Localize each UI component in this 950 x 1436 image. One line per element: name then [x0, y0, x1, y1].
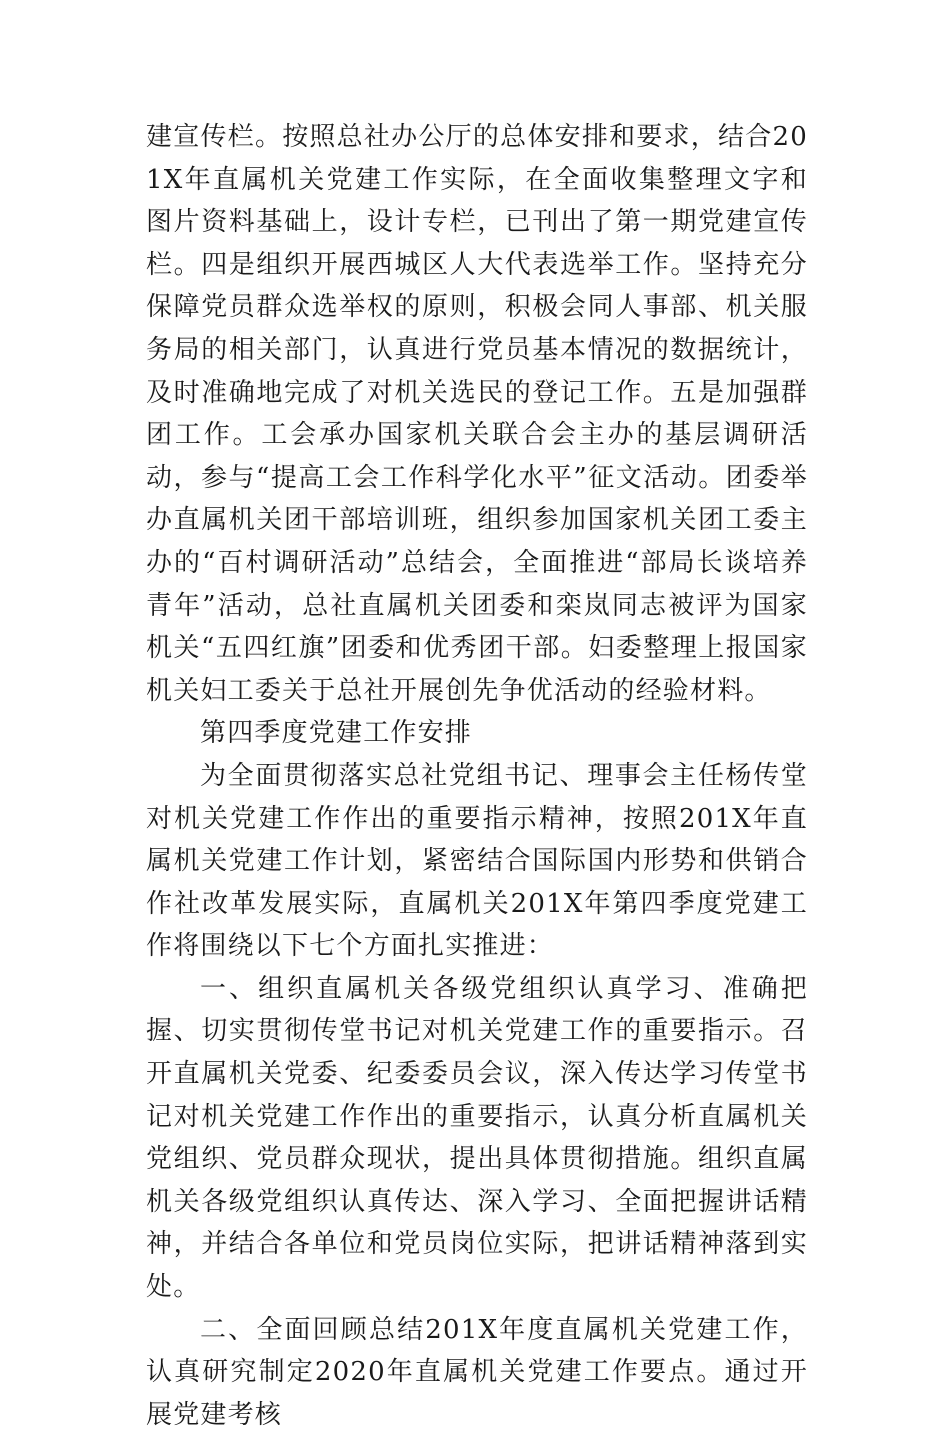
paragraph-intro: 为全面贯彻落实总社党组书记、理事会主任杨传堂对机关党建工作作出的重要指示精神，按照201X年直属机关党建工作计划，紧密结合国际国内形势和供销合作社改革发展实际，直属机关201X年第四季度党建工作将围绕以下七个方面扎实推进：: [146, 760, 808, 962]
document-body: [146, 116, 808, 1436]
paragraph-item-one: 一、组织直属机关各级党组织认真学习、准确把握、切实贯彻传堂书记对机关党建工作的重要指示。召开直属机关党委、纪委委员会议，深入传达学习传堂书记对机关党建工作作出的重要指示，认真分析直属机关党组织、党员群众现状，提出具体贯彻措施。组织直属机关各级党组织认真传达、深入学习、全面把握讲话精神，并结合各单位和党员岗位实际，把讲话精神落到实处。: [146, 973, 808, 1303]
paragraph-item-two: 二、全面回顾总结201X年度直属机关党建工作，认真研究制定2020年直属机关党建工作要点。通过开展党建考核: [146, 1314, 808, 1430]
paragraph-propaganda-column: 建宣传栏。按照总社办公厅的总体安排和要求，结合201X年直属机关党建工作实际，在全面收集整理文字和图片资料基础上，设计专栏，已刊出了第一期党建宣传栏。四是组织开展西城区人大代表选举工作。坚持充分保障党员群众选举权的原则，积极会同人事部、机关服务局的相关部门，认真进行党员基本情况的数据统计，及时准确地完成了对机关选民的登记工作。五是加强群团工作。工会承办国家机关联合会主办的基层调研活动，参与“提高工会工作科学化水平”征文活动。团委举办直属机关团干部培训班，组织参加国家机关团工委主办的“百村调研活动”总结会，全面推进“部局长谈培养青年”活动，总社直属机关团委和栾岚同志被评为国家机关“五四红旗”团委和优秀团干部。妇委整理上报国家机关妇工委关于总社开展创先争优活动的经验材料。: [146, 122, 808, 706]
section-heading-fourth-quarter: 第四季度党建工作安排: [200, 718, 473, 749]
